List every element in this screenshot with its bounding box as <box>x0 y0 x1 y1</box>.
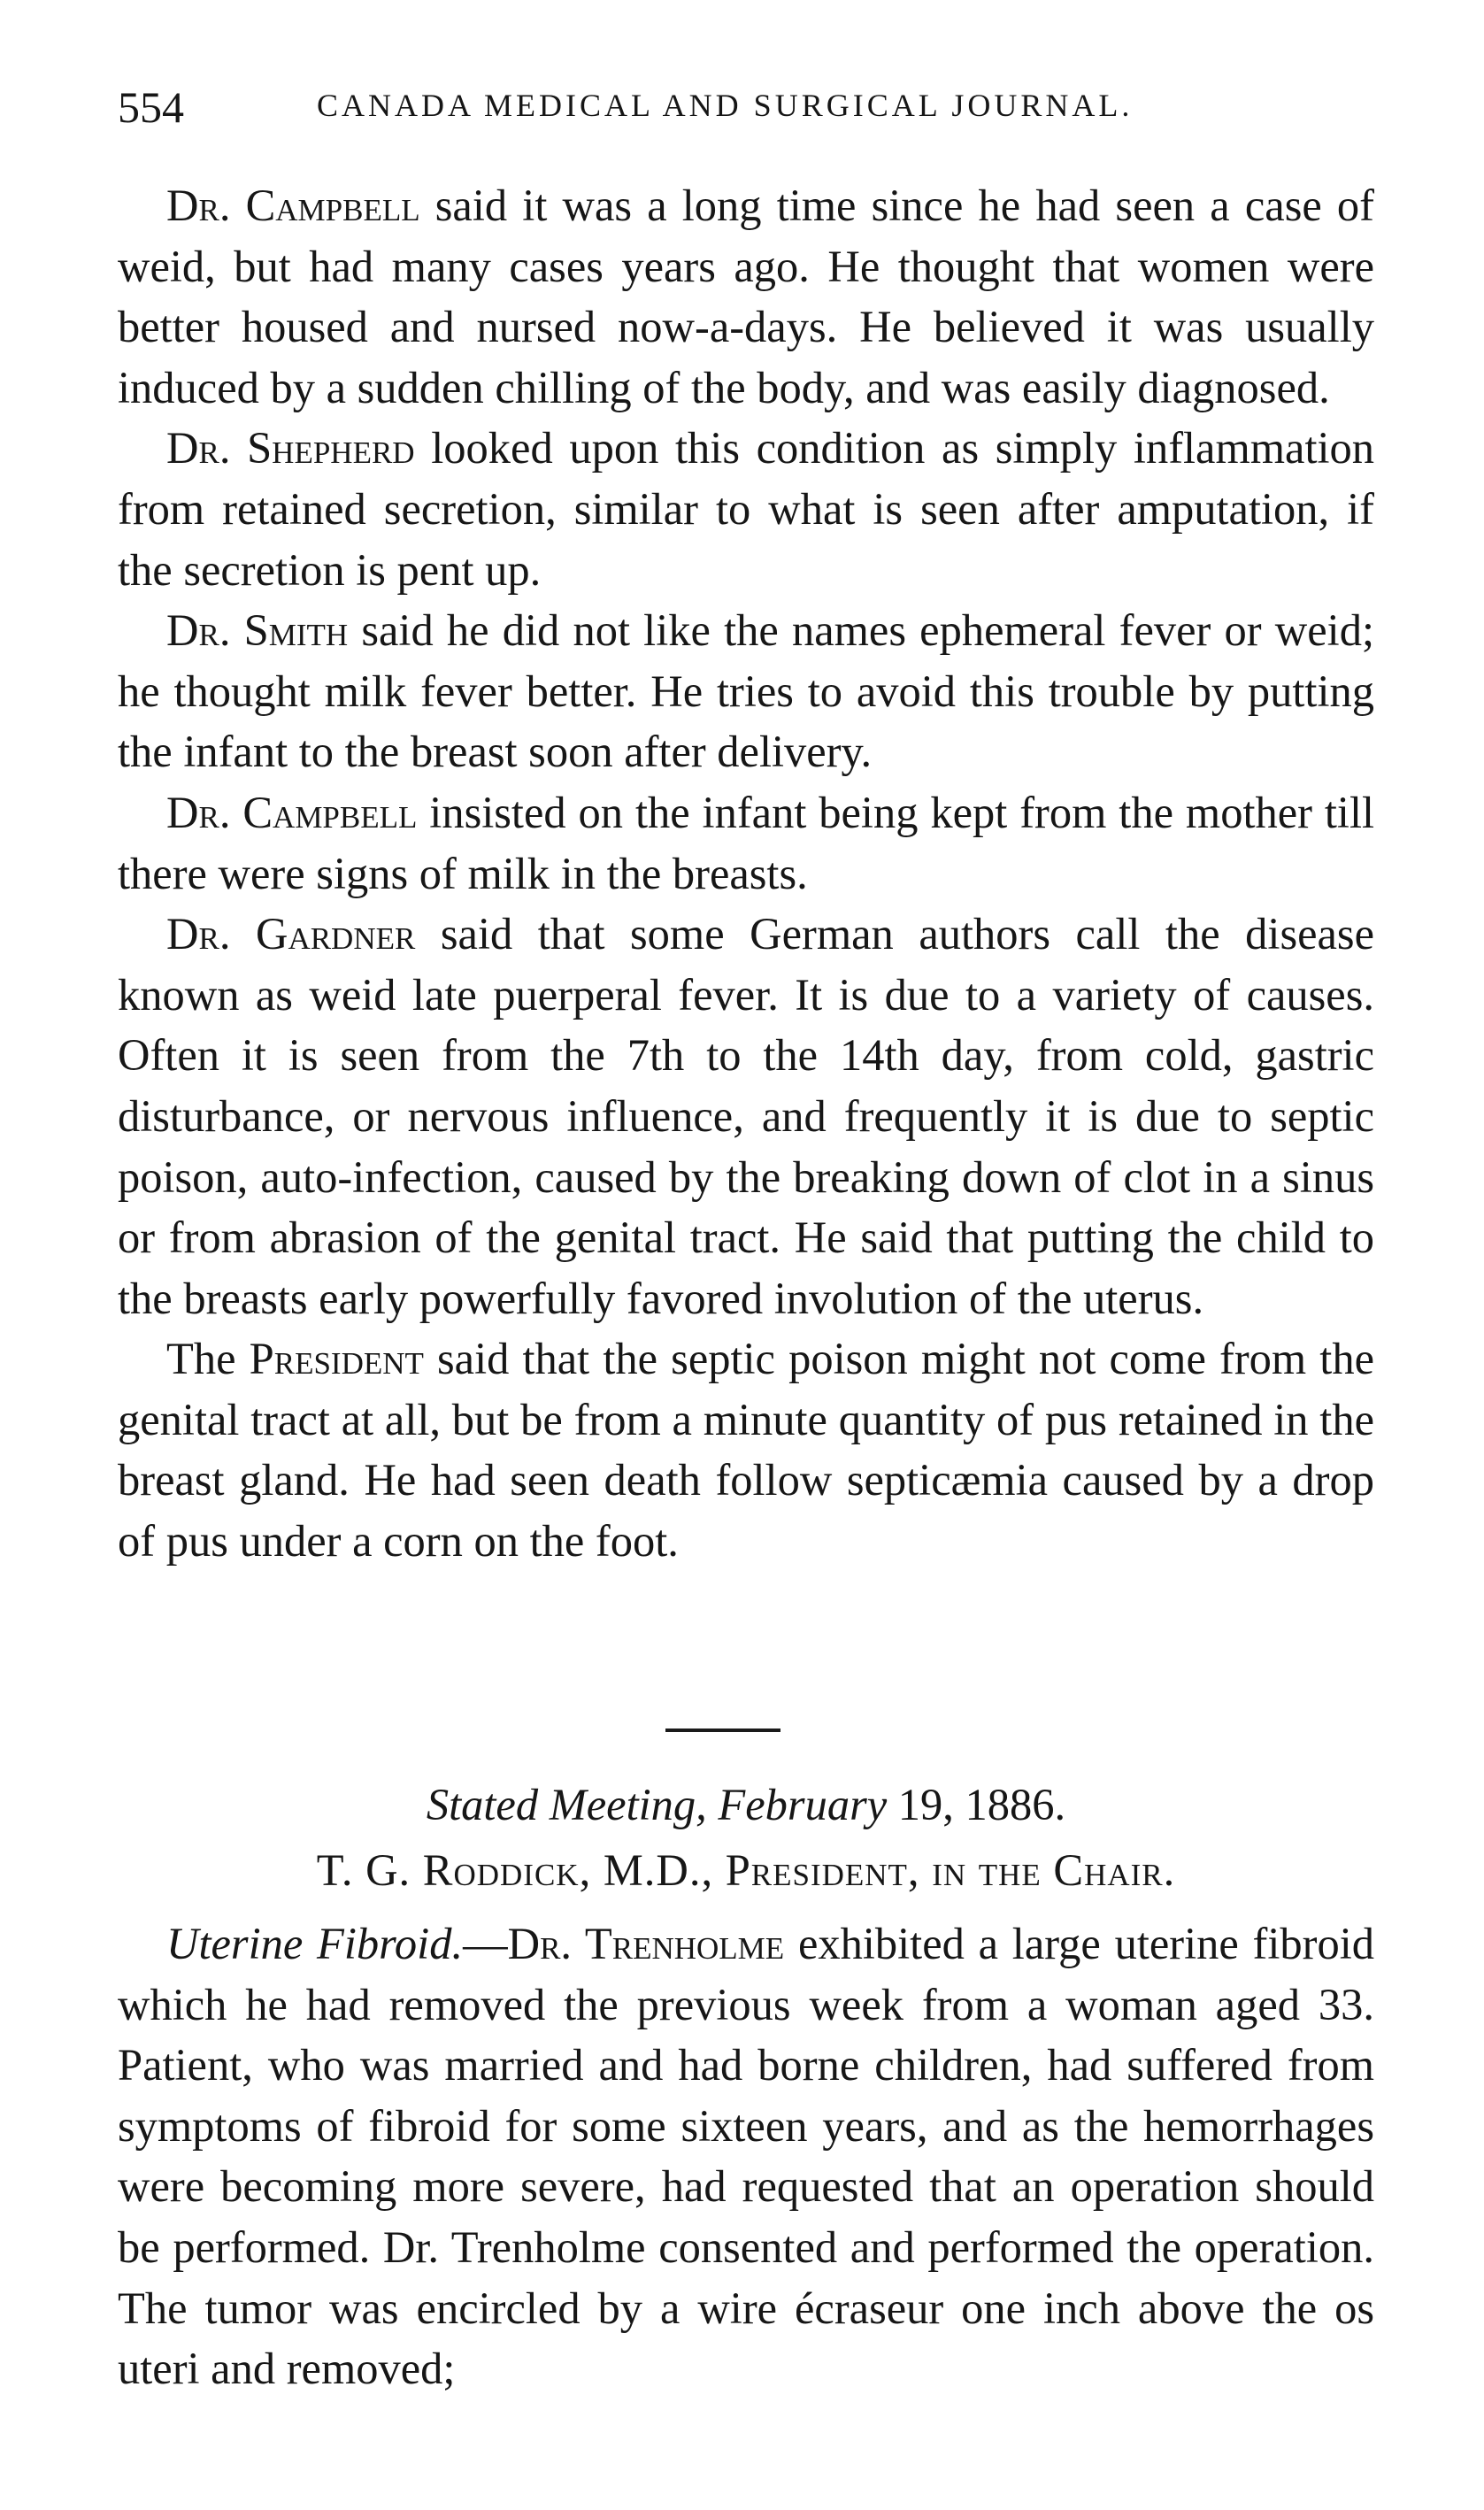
speaker-name: Dr. Campbell <box>166 787 418 837</box>
paragraph-text: said that the septic poison might not come from the genital tract at all, but be from a minute quantity of pus retained in the breast gland. He had seen death follow septicæmia caused by a drop of pus under a corn on the foot. <box>118 1334 1374 1567</box>
speaker-name: President <box>249 1334 424 1384</box>
meeting-title: Stated Meeting, February <box>426 1780 888 1829</box>
section-heading: Uterine Fibroid. <box>166 1919 464 1968</box>
running-head: CANADA MEDICAL AND SURGICAL JOURNAL. <box>317 88 1134 123</box>
paragraph-campbell-1 <box>118 175 1374 418</box>
speaker-name: Dr. Trenholme <box>507 1919 785 1968</box>
speaker-name: Dr. Gardner <box>166 909 416 959</box>
speaker-name: Dr. Shepherd <box>166 423 415 474</box>
meeting-chair-line <box>118 1839 1374 1901</box>
paragraph-text: said it was a long time since he had seen a case of weid, but had many cases years ago. He thought that women were better housed and nursed now-a-days. He believed it was usually induced by a sudden chilling of the body, and was easily diagnosed. <box>118 181 1374 412</box>
paragraph-text: looked upon this condition as simply inflammation from retained secretion, similar to what is seen after amputation, if the secretion is pent up. <box>118 423 1375 595</box>
discussion-text <box>118 175 1374 1572</box>
paragraph-text: insisted on the infant being kept from the mother till there were signs of milk in the breasts. <box>118 787 1374 898</box>
section-divider <box>665 1729 780 1732</box>
paragraph-text: said that some German authors call the disease known as weid late puerperal fever. It is due to a variety of causes. Often it is seen from the 7th to the 14th day, from cold, gastric disturbance, or nervous influence, and frequently it is due to septic poison, auto-infection, caused by the breaking down of clot in a sinus or from abrasion of the genital tract. He said that putting the child to the breasts early powerfully favored involution of the uterus. <box>118 909 1374 1323</box>
paragraph-trenholme <box>118 1913 1374 2399</box>
meeting-date-line <box>118 1774 1374 1836</box>
speaker-name: Dr. Campbell <box>166 181 420 230</box>
chair-name: T. G. Roddick, M.D., President, <box>316 1845 920 1895</box>
chair-rest: in the Chair. <box>919 1845 1176 1895</box>
paragraph-campbell-2 <box>118 782 1374 904</box>
paragraph-president <box>118 1328 1374 1571</box>
page-number: 554 <box>118 82 184 132</box>
paragraph-shepherd <box>118 418 1374 600</box>
paragraph-smith <box>118 600 1374 782</box>
paragraph-text: exhibited a large uterine fibroid which he had removed the previous week from a woman aged 33. Patient, who was married and had borne children, had suffered from symptoms of fibroid for some sixteen years, and as the hemorrhages were becoming more severe, had requested that an operation should be performed. Dr. Trenholme consented and performed the operation. The tumor was encircled by a wire écraseur one inch above the os uteri and removed; <box>118 1919 1374 2394</box>
meeting-date: 19, 1886. <box>887 1780 1066 1829</box>
uterine-fibroid-section <box>118 1913 1374 2399</box>
paragraph-gardner <box>118 904 1374 1328</box>
page-header <box>118 81 1374 152</box>
speaker-name: Dr. Smith <box>166 605 349 656</box>
paragraph-text: said he did not like the names ephemeral fever or weid; he thought milk fever better. He tries to avoid this trouble by putting the infant to the breast soon after delivery. <box>118 605 1374 777</box>
heading-dash: — <box>463 1919 508 1968</box>
paragraph-prefix: The <box>166 1334 250 1384</box>
